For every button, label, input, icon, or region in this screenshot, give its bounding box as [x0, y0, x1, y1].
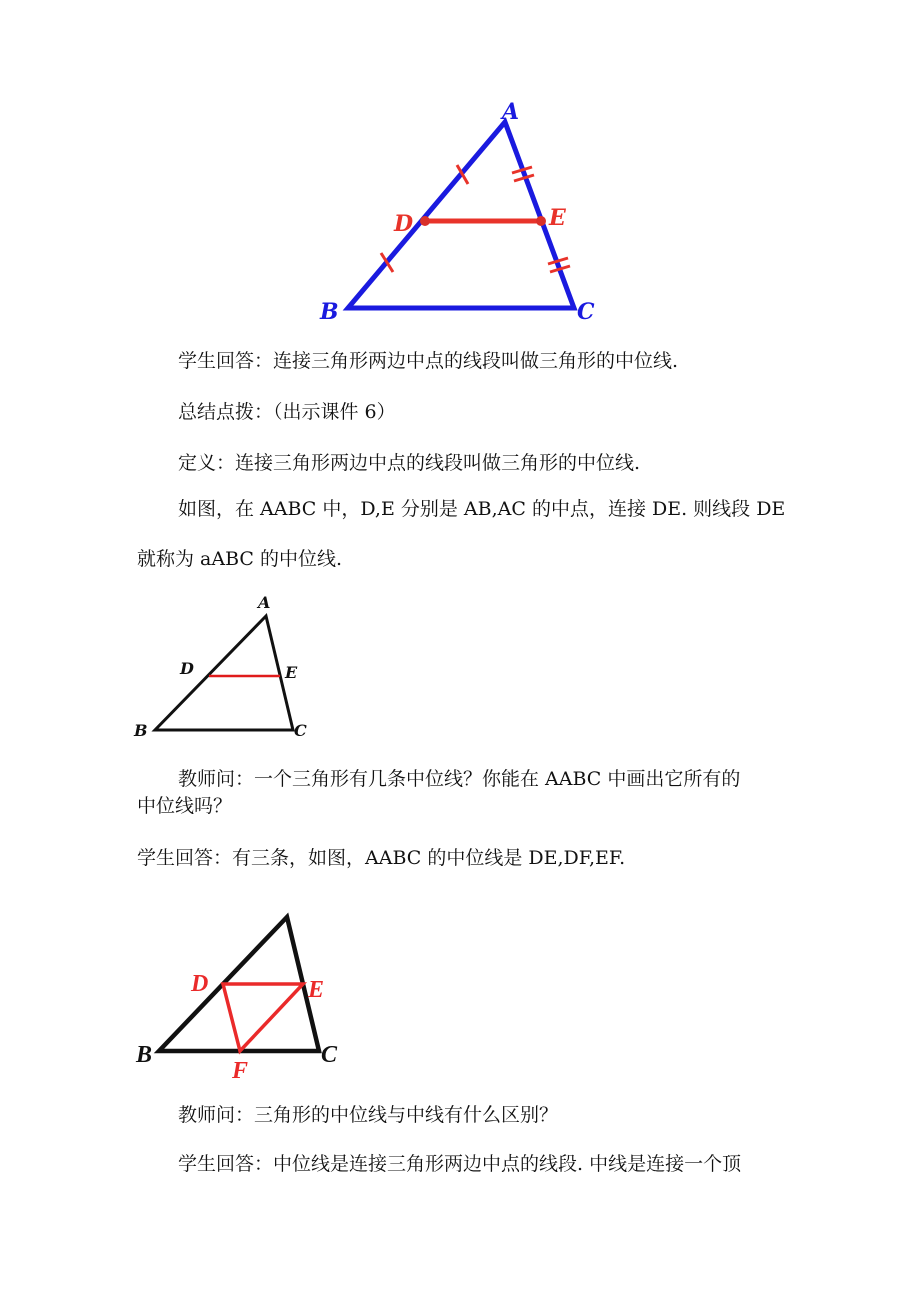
- midpoint-d-dot: [420, 216, 430, 226]
- teacher-question-1-line-2: 中位线吗？: [137, 795, 233, 817]
- summary-note: 总结点拨：（出示课件 6）: [178, 401, 396, 423]
- midpoint-e-dot: [536, 216, 546, 226]
- label-d: D: [180, 659, 194, 678]
- student-answer-3: 学生回答：中位线是连接三角形两边中点的线段. 中线是连接一个顶: [178, 1153, 742, 1175]
- example-line-2: 就称为 aABC 的中位线.: [137, 548, 343, 570]
- label-b: B: [136, 1042, 153, 1068]
- label-a: A: [258, 593, 271, 612]
- teacher-question-2: 教师问：三角形的中位线与中线有什么区别？: [178, 1104, 559, 1126]
- label-c: C: [577, 299, 595, 325]
- figure-triangle-three-midlines: [132, 905, 347, 1085]
- label-c: C: [321, 1042, 338, 1068]
- student-answer-2: 学生回答：有三条，如图，AABC 的中位线是 DE,DF,EF.: [137, 847, 626, 869]
- triangle-abc: [348, 122, 574, 308]
- label-e: E: [549, 205, 566, 231]
- label-e: E: [285, 663, 298, 682]
- figure-triangle-midline-blue: [310, 95, 610, 330]
- label-d: D: [394, 211, 414, 237]
- example-line-1: 如图，在 AABC 中，D,E 分别是 AB,AC 的中点，连接 DE. 则线段 DE: [178, 498, 786, 520]
- label-f: F: [232, 1058, 249, 1084]
- definition: 定义：连接三角形两边中点的线段叫做三角形的中位线.: [178, 452, 641, 474]
- label-b: B: [134, 721, 148, 740]
- medial-triangle-def: [223, 984, 303, 1051]
- label-d: D: [191, 971, 209, 997]
- label-c: C: [294, 721, 307, 740]
- label-b: B: [320, 299, 339, 325]
- student-answer-1: 学生回答：连接三角形两边中点的线段叫做三角形的中位线.: [178, 350, 679, 372]
- triangle-abc: [155, 616, 293, 730]
- label-a: A: [502, 99, 520, 125]
- teacher-question-1-line-1: 教师问：一个三角形有几条中位线？你能在 AABC 中画出它所有的: [178, 768, 741, 790]
- label-e: E: [308, 977, 325, 1003]
- figure-triangle-midline-black: [128, 590, 318, 745]
